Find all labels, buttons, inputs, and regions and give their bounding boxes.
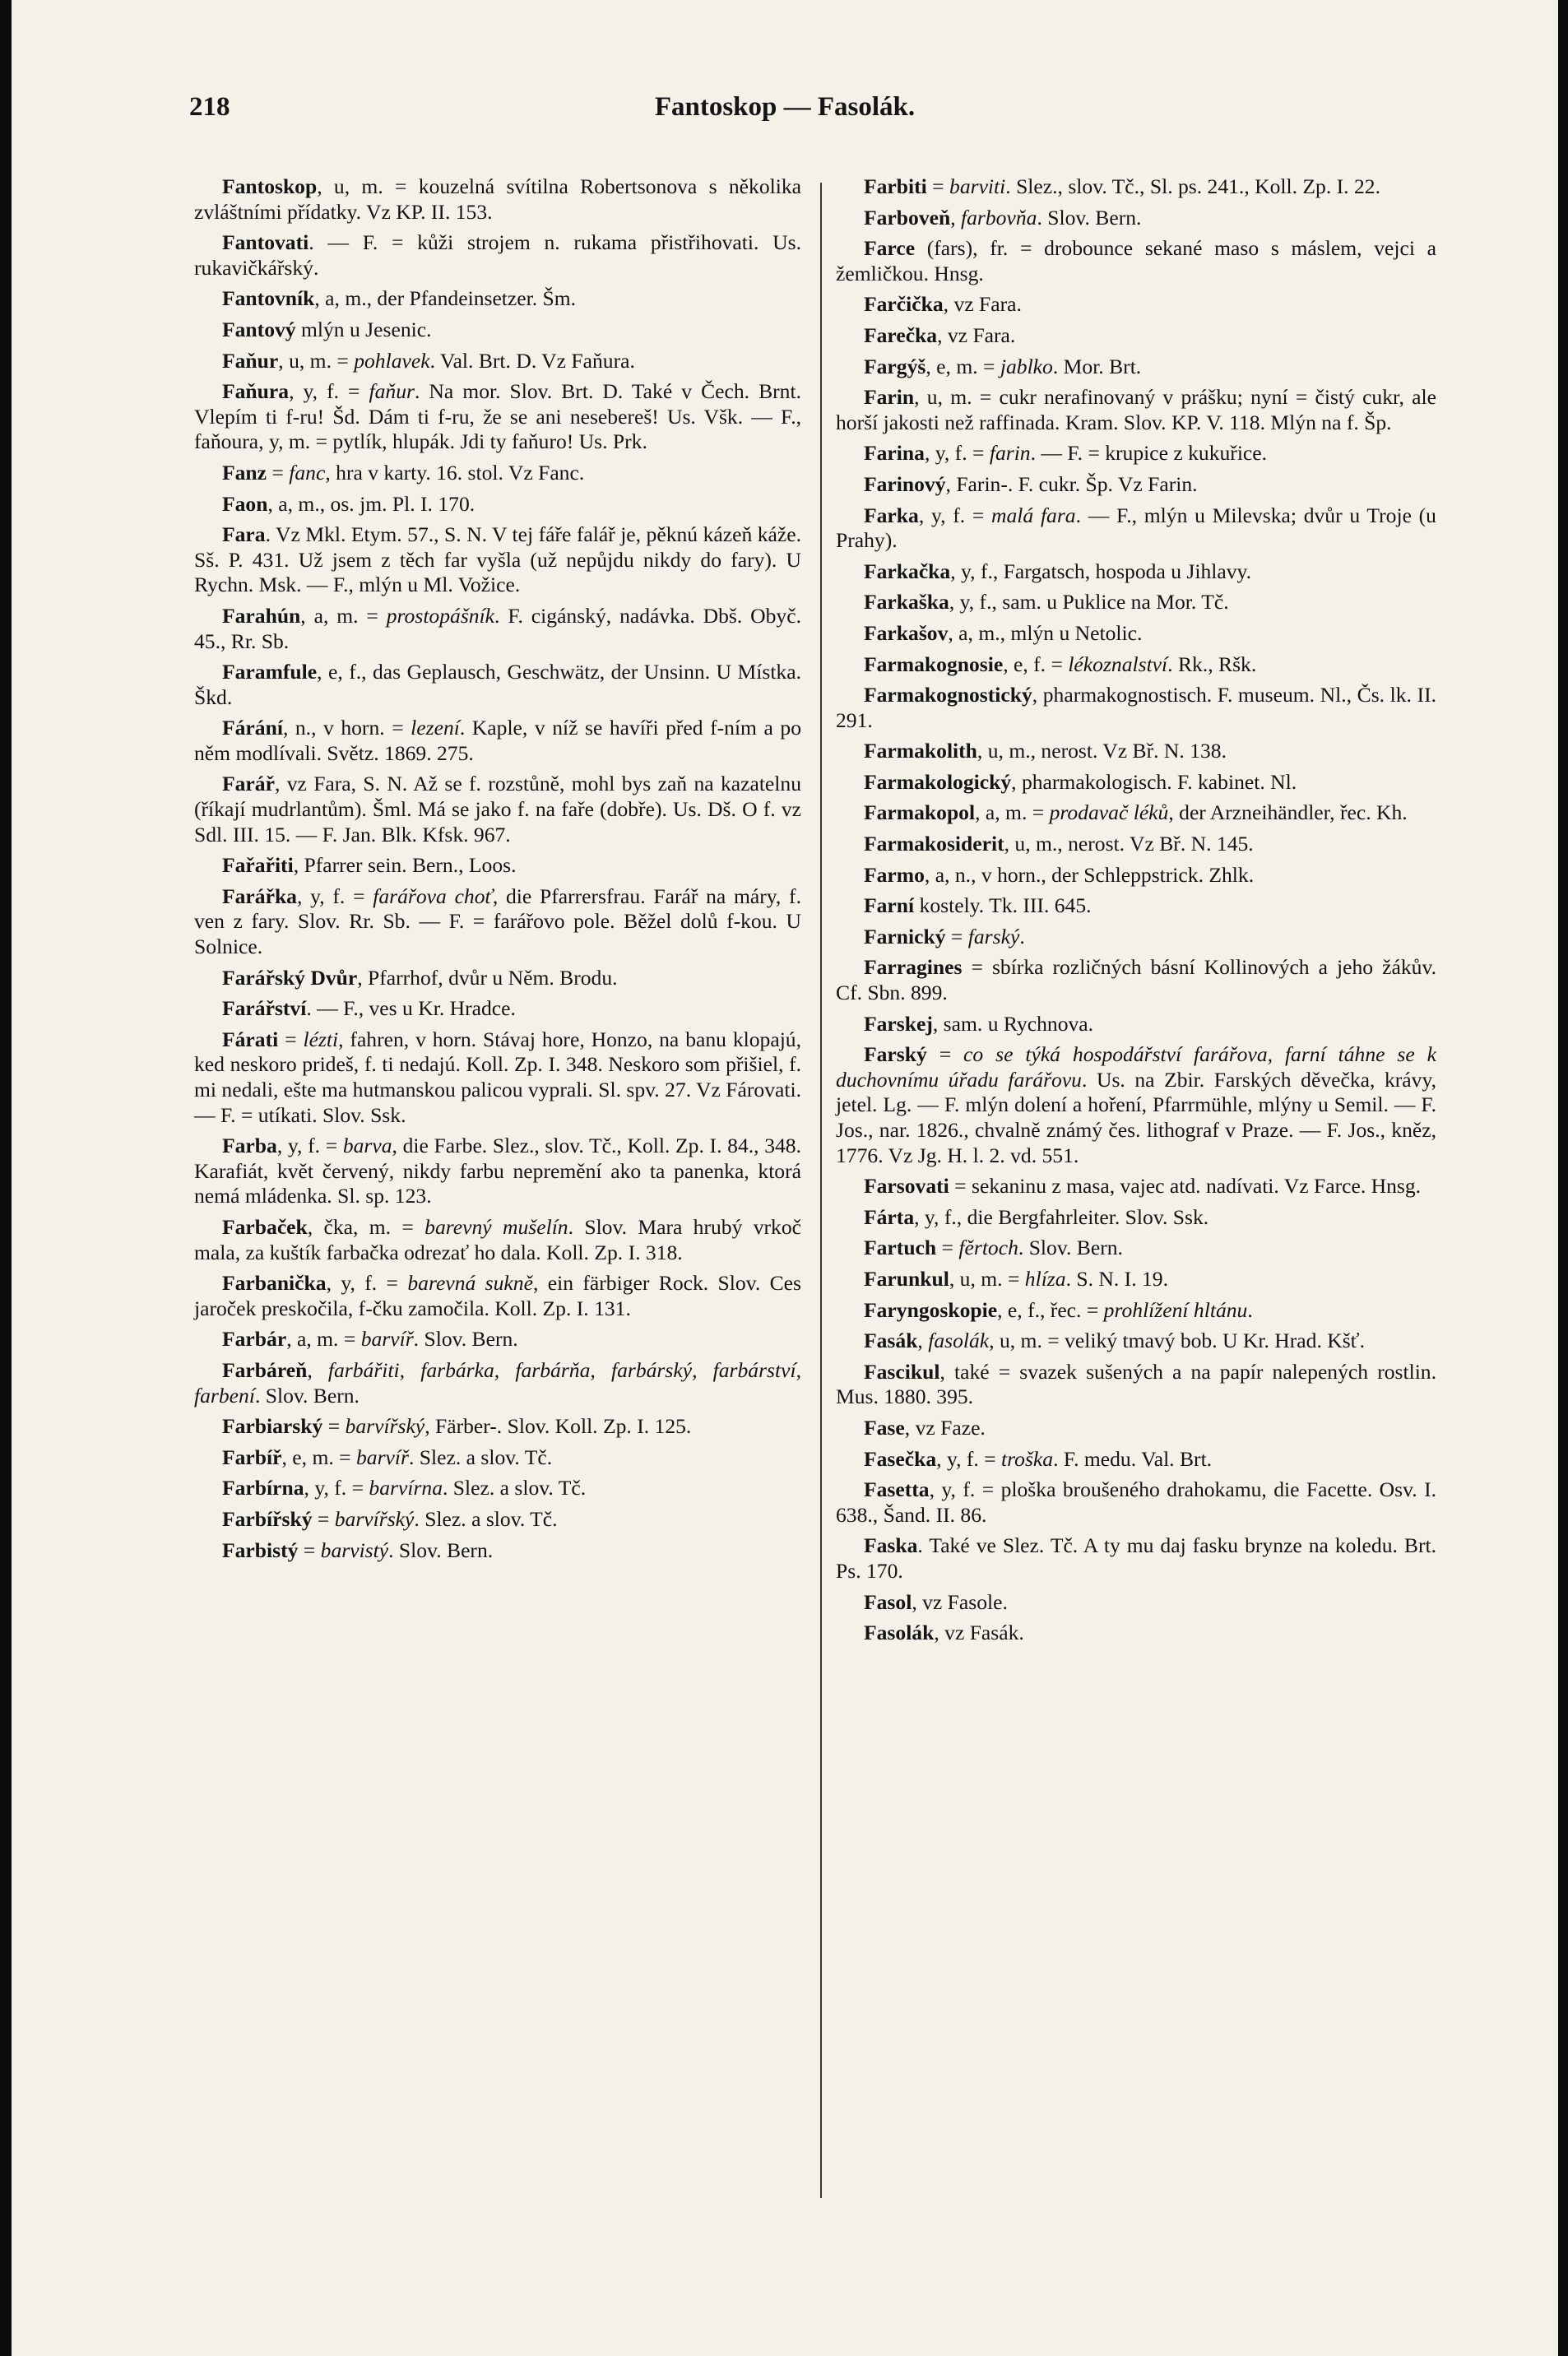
- entry-text: . Kaple, v níž se havíři před f-ním a po něm modlívali. Světz. 1869. 275.: [194, 716, 801, 765]
- headword: Farářský Dvůr: [222, 965, 358, 990]
- dictionary-entry: [194, 660, 801, 710]
- entry-definition: prohlížení hltánu: [1103, 1297, 1248, 1322]
- dictionary-entry: [836, 1236, 1436, 1261]
- dictionary-entry: [836, 770, 1436, 795]
- headword: Fárta: [864, 1204, 915, 1229]
- entry-definition: fěrtoch: [958, 1236, 1018, 1260]
- entry-text: , fahren, v horn. Stávaj hore, Honzo, na banu klopajú, ked neskoro prideš, f. ti nedajú. Koll. Zp. I. 348. Neskoro som přišiel, f. mi nedali, ešte ma hutmanskou palicou vyprali. Sl. spv. 27. Vz Fárovati. — F. = utíkati. Slov. Ssk.: [194, 1027, 802, 1127]
- entry-text: = sekaninu z masa, vajec atd. nadívati. Vz Farce. Hnsg.: [949, 1174, 1422, 1199]
- entry-text: , u, m., nerost. Vz Bř. N. 138.: [977, 739, 1227, 763]
- entry-definition: farbovňa: [961, 205, 1037, 230]
- entry-text: , vz Fasole.: [912, 1589, 1008, 1614]
- headword: Fárati: [222, 1027, 279, 1051]
- entry-definition: prostopášník: [386, 603, 495, 628]
- entry-definition: hlíza: [1024, 1266, 1066, 1291]
- entry-text: , vz Fara, S. N. Až se f. rozstůně, mohl bys zaň na kazatelnu (říkají mudrlantům). Šml. Má se jako f. na faře (dobře). Us. Dš. O f. vz Sdl. III. 15. — F. Jan. Blk. Kfsk. 967.: [194, 772, 801, 846]
- dictionary-entry: [194, 1507, 801, 1533]
- headword: Fasečka: [864, 1446, 937, 1471]
- headword: Fantoskop: [222, 174, 318, 198]
- entry-text: . F. cigánský, nadávka. Dbš. Obyč. 45., Rr. Sb.: [194, 603, 801, 653]
- headword: Farahún: [222, 603, 301, 628]
- entry-definition: barvíř: [360, 1327, 414, 1352]
- headword: Farin: [864, 385, 915, 410]
- entry-text: , čka, m. =: [307, 1214, 425, 1239]
- dictionary-entry: [194, 1445, 801, 1471]
- entry-text: . Mor. Brt.: [1052, 354, 1142, 378]
- entry-text: , Pfarrer sein. Bern., Loos.: [293, 853, 517, 878]
- entry-text: . Na mor. Slov. Brt. D. Také v Čech. Brnt. Vlepím ti f-ru! Šd. Dám ti f-ru, že se ani nesebereš! Us. Všk. — F., faňoura, y, m. = pytlík, hlupák. Jdi ty faňuro! Us. Prk.: [194, 379, 801, 454]
- entry-definition: malá fara: [991, 503, 1076, 527]
- headword: Fascikul: [864, 1359, 940, 1384]
- dictionary-entry: [836, 441, 1436, 466]
- entry-definition: barva: [342, 1134, 392, 1158]
- dictionary-entry: [836, 800, 1436, 826]
- headword: Farský: [864, 1042, 927, 1067]
- entry-text: , pharmakognostisch. F. museum. Nl., Čs. lk. II. 291.: [836, 683, 1436, 732]
- entry-definition: barviti: [949, 174, 1006, 198]
- entry-text: =: [926, 1042, 964, 1067]
- dictionary-entry: [194, 884, 801, 960]
- dictionary-entry: [194, 853, 801, 879]
- dictionary-entry: [836, 1447, 1436, 1472]
- entry-definition: lékoznalství: [1068, 652, 1168, 676]
- dictionary-entry: [194, 379, 801, 455]
- dictionary-entry: [836, 1477, 1436, 1528]
- headword: Farboveň: [864, 205, 951, 230]
- headword: Farní: [864, 893, 915, 918]
- entry-text: , Pfarrhof, dvůr u Něm. Brodu.: [357, 965, 618, 990]
- dictionary-entry: [836, 590, 1436, 615]
- dictionary-entry: [194, 1414, 801, 1440]
- headword: Farář: [222, 772, 275, 796]
- entry-text: . Slov. Bern.: [254, 1383, 360, 1408]
- headword: Farbíř: [222, 1445, 282, 1469]
- headword: Farbírna: [222, 1476, 304, 1500]
- headword: Farka: [864, 503, 919, 527]
- dictionary-entry: [836, 1533, 1436, 1584]
- dictionary-entry: [194, 604, 801, 654]
- dictionary-entry: [194, 1134, 801, 1209]
- entry-text: , die Farbe. Slez., slov. Tč., Koll. Zp. I. 84., 348. Karafiát, květ červený, nikdy farbu nepremění ako ta panenka, ktorá nemá mládenka. Sl. sp. 123.: [194, 1134, 801, 1208]
- entry-text: , vz Fara.: [937, 322, 1016, 347]
- dictionary-entry: [836, 893, 1436, 919]
- entry-text: , y, f. =: [276, 1134, 343, 1158]
- dictionary-entry: [836, 832, 1436, 857]
- entry-definition: lézti: [303, 1027, 339, 1051]
- entry-text: . Rk., Ršk.: [1167, 652, 1257, 676]
- page-header: [12, 92, 1558, 133]
- entry-text: , e, f., das Geplausch, Geschwätz, der Unsinn. U Místka. Škd.: [194, 660, 801, 709]
- entry-text: , die Pfarrersfrau. Farář na máry, f. ven z fary. Slov. Rr. Sb. — F. = farářovo pole. Běžel dolů f-kou. U Solnice.: [194, 884, 801, 959]
- entry-definition: barvířský: [345, 1414, 425, 1439]
- entry-text: =: [267, 460, 290, 485]
- headword: Faryngoskopie: [864, 1297, 998, 1322]
- headword: Farbaček: [222, 1214, 308, 1239]
- headword: Farkačka: [864, 559, 951, 583]
- headword: Farmo: [864, 862, 925, 887]
- entry-definition: barvírna: [369, 1476, 443, 1500]
- dictionary-entry: [836, 1329, 1436, 1354]
- entry-text: , e, f. =: [1003, 652, 1069, 676]
- entry-text: . Slez. a slov. Tč.: [414, 1506, 558, 1531]
- entry-text: , a, m. =: [286, 1327, 361, 1352]
- dictionary-entry: [836, 559, 1436, 585]
- page-number: 218: [189, 92, 230, 122]
- dictionary-entry: [836, 355, 1436, 380]
- entry-definition: barevný mušelín: [424, 1214, 568, 1239]
- entry-text: kostely. Tk. III. 645.: [914, 893, 1092, 918]
- entry-text: , a, m. =: [300, 603, 387, 628]
- dictionary-entry: [836, 236, 1436, 286]
- entry-text: . Také ve Slez. Tč. A ty mu daj fasku brynze na koledu. Brt. Ps. 170.: [836, 1533, 1436, 1583]
- entry-text: (fars), fr. = drobounce sekané maso s máslem, vejci a žemličkou. Hnsg.: [836, 236, 1436, 285]
- entry-definition: prodavač léků: [1049, 800, 1169, 825]
- entry-text: =: [945, 924, 968, 948]
- headword: Farbiarský: [222, 1414, 323, 1439]
- entry-text: , Färber-. Slov. Koll. Zp. I. 125.: [424, 1414, 692, 1439]
- entry-definition: lezení: [411, 716, 460, 740]
- entry-definition: farin: [989, 441, 1031, 466]
- entry-text: mlýn u Jesenic.: [295, 317, 432, 341]
- entry-text: , pharmakologisch. F. kabinet. Nl.: [1011, 769, 1297, 794]
- entry-definition: farbářiti, farbárka, farbárňa, farbárský, farbárství, farbení: [194, 1357, 802, 1408]
- entry-definition: troška: [1001, 1446, 1054, 1471]
- dictionary-entry: [194, 1271, 801, 1321]
- entry-text: . Slov. Bern.: [413, 1327, 518, 1352]
- headword: Farečka: [864, 322, 938, 347]
- dictionary-entry: [194, 349, 801, 374]
- dictionary-entry: [194, 1476, 801, 1501]
- entry-definition: jablko: [1000, 354, 1053, 378]
- dictionary-entry: [836, 1205, 1436, 1231]
- dictionary-entry: [836, 1042, 1436, 1168]
- headword: Faňura: [222, 379, 290, 404]
- entry-text: . — F. = kůži strojem n. rukama přistřihovati. Us. rukavičkářský.: [194, 230, 801, 280]
- entry-text: , u, m. = kouzelná svítilna Robertsonova s několika zvláštními přídatky. Vz KP. II. 153.: [194, 174, 801, 224]
- entry-text: . — F. = krupice z kukuřice.: [1030, 441, 1268, 466]
- entry-text: , y, f. = ploška broušeného drahokamu, die Facette. Osv. I. 638., Šand. II. 86.: [836, 1477, 1436, 1527]
- dictionary-entry: [836, 1360, 1436, 1410]
- dictionary-entry: [836, 739, 1436, 764]
- dictionary-entry: [194, 1215, 801, 1265]
- headword: Fasák: [864, 1329, 918, 1353]
- entry-text: =: [936, 1236, 959, 1260]
- entry-text: =: [926, 174, 950, 198]
- entry-text: , hra v karty. 16. stol. Vz Fanc.: [325, 460, 585, 485]
- dictionary-entry: [194, 1358, 801, 1408]
- dictionary-entry: [836, 683, 1436, 733]
- dictionary-entry: [194, 318, 801, 343]
- entry-text: , y, f. =: [924, 441, 990, 466]
- entry-text: =: [322, 1414, 346, 1439]
- headword: Farba: [222, 1134, 277, 1158]
- entry-text: . Slez. a slov. Tč.: [443, 1476, 587, 1500]
- headword: Farinový: [864, 471, 946, 496]
- entry-definition: co se týká hospodářství farářova, farní táhne se k duchovnímu úřadu farářovu: [836, 1042, 1436, 1092]
- entry-text: . Val. Brt. D. Vz Faňura.: [429, 348, 635, 373]
- entry-definition: barevná sukně: [407, 1271, 533, 1296]
- entry-text: ,: [917, 1329, 929, 1353]
- entry-text: , vz Fasák.: [934, 1621, 1024, 1645]
- entry-text: , u, m. =: [278, 348, 355, 373]
- entry-text: . Slov. Mara hrubý vrkoč mala, za kuštík farbačka odrezať ho dala. Koll. Zp. I. 318.: [194, 1214, 801, 1264]
- headword: Farmakognosie: [864, 652, 1004, 676]
- dictionary-entry: [836, 652, 1436, 678]
- entry-text: ,: [307, 1357, 328, 1382]
- entry-text: . Us. na Zbir. Farských děvečka, krávy, jetel. Lg. — F. mlýn dolení a hoření, Pfarrmühle, mlýny u Semil. — F. Jos., nar. 1826., chvalně známý čes. lithograf v Praze. — F. Jos., kněz, 1776. Vz Jg. H. l. 2. vd. 551.: [836, 1067, 1436, 1167]
- dictionary-entry: [836, 1590, 1436, 1616]
- headword: Faon: [222, 491, 268, 516]
- entry-text: , n., v horn. =: [282, 716, 411, 740]
- dictionary-entry: [194, 230, 801, 281]
- running-title: Fantoskop — Fasolák.: [654, 92, 916, 122]
- entry-text: . — F., mlýn u Milevska; dvůr u Troje (u Prahy).: [836, 503, 1436, 553]
- left-column: [194, 174, 801, 1569]
- entry-text: , u, m. =: [949, 1266, 1025, 1291]
- entry-text: , a, m., os. jm. Pl. I. 170.: [267, 491, 476, 516]
- entry-definition: barvíř: [356, 1445, 409, 1469]
- dictionary-entry: [836, 621, 1436, 647]
- entry-text: . Slez. a slov. Tč.: [408, 1445, 553, 1469]
- headword: Farbár: [222, 1327, 287, 1352]
- entry-text: .: [1247, 1297, 1253, 1322]
- entry-text: =: [298, 1537, 321, 1562]
- entry-text: . S. N. I. 19.: [1065, 1266, 1168, 1291]
- headword: Fantovník: [222, 286, 315, 311]
- headword: Fasol: [864, 1589, 912, 1614]
- dictionary-entry: [836, 1416, 1436, 1441]
- headword: Farbanička: [222, 1271, 327, 1296]
- headword: Fargýš: [864, 354, 926, 378]
- entry-text: , y, f. =: [296, 884, 373, 908]
- entry-text: , vz Fara.: [943, 292, 1022, 317]
- entry-text: . Slov. Bern.: [1037, 205, 1142, 230]
- headword: Farářství: [222, 996, 307, 1021]
- headword: Farbířský: [222, 1506, 313, 1531]
- headword: Fartuch: [864, 1236, 937, 1260]
- headword: Farmakosiderit: [864, 832, 1004, 856]
- entry-definition: barvířský: [334, 1506, 415, 1531]
- entry-definition: farský: [967, 924, 1020, 948]
- headword: Fařařiti: [222, 853, 294, 878]
- entry-text: , u, m. = veliký tmavý bob. U Kr. Hrad. Kšť.: [989, 1329, 1366, 1353]
- entry-text: , y, f., die Bergfahrleiter. Slov. Ssk.: [914, 1204, 1209, 1229]
- headword: Farmakopol: [864, 800, 976, 825]
- entry-text: . Vz Mkl. Etym. 57., S. N. V tej fáře falář je, pěknú kázeň káže. Sš. P. 431. Už jsem z těch far vyšla (už nepůjdu nikdy do fary). U Rychn. Msk. — F., mlýn u Ml. Vožice.: [194, 522, 801, 597]
- dictionary-entry: [836, 292, 1436, 318]
- dictionary-entry: [836, 206, 1436, 231]
- dictionary-entry: [836, 863, 1436, 888]
- dictionary-entry: [194, 772, 801, 847]
- headword: Fantovati: [222, 230, 309, 255]
- entry-text: . Slov. Bern.: [1018, 1236, 1123, 1260]
- entry-text: , ein färbiger Rock. Slov. Ces jaroček preskočila, f-čku zamočila. Koll. Zp. I. 131.: [194, 1271, 801, 1320]
- headword: Fasolák: [864, 1621, 935, 1645]
- dictionary-entry: [836, 1012, 1436, 1037]
- headword: Fara: [222, 522, 266, 547]
- dictionary-entry: [194, 966, 801, 991]
- entry-definition: barvistý: [320, 1537, 389, 1562]
- headword: Faramfule: [222, 660, 318, 684]
- headword: Farbáreň: [222, 1357, 308, 1382]
- headword: Farnický: [864, 924, 946, 948]
- entry-text: =: [278, 1027, 304, 1051]
- headword: Farsovati: [864, 1174, 949, 1199]
- headword: Farbistý: [222, 1537, 299, 1562]
- headword: Farkašov: [864, 620, 949, 645]
- entry-text: = sbírka rozličných básní Kollinových a jeho žákův. Cf. Sbn. 899.: [836, 955, 1436, 1005]
- dictionary-entry: [194, 492, 801, 517]
- dictionary-entry: [836, 174, 1436, 200]
- dictionary-page: [12, 0, 1558, 2356]
- dictionary-entry: [194, 996, 801, 1022]
- headword: Farskej: [864, 1011, 933, 1036]
- headword: Farbiti: [864, 174, 927, 198]
- dictionary-entry: [194, 522, 801, 598]
- headword: Faňur: [222, 348, 279, 373]
- headword: Farce: [864, 236, 916, 261]
- entry-text: . Slez., slov. Tč., Sl. ps. 241., Koll. Zp. I. 22.: [1005, 174, 1380, 198]
- entry-definition: faňur: [369, 379, 415, 404]
- headword: Farčička: [864, 292, 944, 317]
- headword: Fasetta: [864, 1477, 930, 1502]
- dictionary-entry: [836, 503, 1436, 554]
- entry-text: , u, m. = cukr nerafinovaný v prášku; nyní = čistý cukr, ale horší jakosti než raffinada. Kram. Slov. KP. V. 118. Mlýn na f. Šp.: [836, 385, 1436, 434]
- entry-text: , sam. u Rychnova.: [932, 1011, 1094, 1036]
- headword: Farunkul: [864, 1266, 949, 1291]
- headword: Fanz: [222, 460, 267, 485]
- dictionary-entry: [194, 286, 801, 312]
- dictionary-entry: [836, 1621, 1436, 1646]
- dictionary-entry: [836, 385, 1436, 435]
- column-divider: [820, 183, 822, 2198]
- dictionary-entry: [836, 1298, 1436, 1324]
- entry-text: , a, m. =: [975, 800, 1050, 825]
- entry-text: , také = svazek sušených a na papír nalepených rostlin. Mus. 1880. 395.: [836, 1359, 1436, 1409]
- dictionary-entry: [194, 716, 801, 766]
- dictionary-entry: [194, 1538, 801, 1564]
- headword: Farragines: [864, 955, 963, 980]
- entry-text: , y, f., Fargatsch, hospoda u Jihlavy.: [950, 559, 1252, 583]
- dictionary-entry: [836, 955, 1436, 1005]
- headword: Farmakognostický: [864, 683, 1032, 707]
- entry-text: , a, n., v horn., der Schleppstrick. Zhlk.: [924, 862, 1255, 887]
- entry-definition: farářova choť: [373, 884, 493, 908]
- headword: Fantový: [222, 317, 296, 341]
- headword: Farkaška: [864, 590, 949, 615]
- entry-text: , a, m., der Pfandeinsetzer. Šm.: [314, 286, 577, 311]
- entry-text: ,: [950, 205, 962, 230]
- dictionary-entry: [194, 461, 801, 486]
- entry-text: , u, m., nerost. Vz Bř. N. 145.: [1004, 832, 1254, 856]
- entry-text: , y, f., sam. u Puklice na Mor. Tč.: [949, 590, 1229, 615]
- entry-definition: pohlavek: [354, 348, 430, 373]
- entry-text: , y, f. =: [304, 1476, 369, 1500]
- entry-text: , y, f. =: [918, 503, 992, 527]
- entry-text: , vz Faze.: [904, 1415, 986, 1440]
- entry-text: , e, f., řec. =: [997, 1297, 1104, 1322]
- headword: Farářka: [222, 884, 297, 908]
- dictionary-entry: [836, 472, 1436, 498]
- headword: Farina: [864, 441, 925, 466]
- entry-text: . — F., ves u Kr. Hradce.: [306, 996, 516, 1021]
- entry-text: , y, f. =: [289, 379, 369, 404]
- entry-text: , e, m. =: [925, 354, 1000, 378]
- entry-definition: fasolák: [928, 1329, 990, 1353]
- entry-text: . Slov. Bern.: [388, 1537, 494, 1562]
- dictionary-entry: [836, 323, 1436, 349]
- dictionary-entry: [194, 1327, 801, 1352]
- headword: Farmakologický: [864, 769, 1012, 794]
- entry-text: , e, m. =: [281, 1445, 356, 1469]
- dictionary-entry: [836, 1174, 1436, 1199]
- entry-text: =: [312, 1506, 335, 1531]
- entry-text: .: [1019, 924, 1025, 948]
- dictionary-entry: [194, 1027, 801, 1128]
- right-column: [836, 174, 1436, 1652]
- dictionary-entry: [836, 925, 1436, 950]
- dictionary-entry: [194, 174, 801, 225]
- entry-definition: fanc: [289, 460, 326, 485]
- entry-text: . F. medu. Val. Brt.: [1053, 1446, 1213, 1471]
- entry-text: , y, f. =: [936, 1446, 1002, 1471]
- entry-text: , y, f. =: [326, 1271, 408, 1296]
- dictionary-entry: [836, 1267, 1436, 1292]
- headword: Farmakolith: [864, 739, 977, 763]
- entry-text: , a, m., mlýn u Netolic.: [948, 620, 1143, 645]
- headword: Faska: [864, 1533, 918, 1558]
- entry-text: , der Arzneihändler, řec. Kh.: [1168, 800, 1408, 825]
- entry-text: , Farin-. F. cukr. Šp. Vz Farin.: [945, 471, 1198, 496]
- headword: Fase: [864, 1415, 905, 1440]
- headword: Fárání: [222, 716, 283, 740]
